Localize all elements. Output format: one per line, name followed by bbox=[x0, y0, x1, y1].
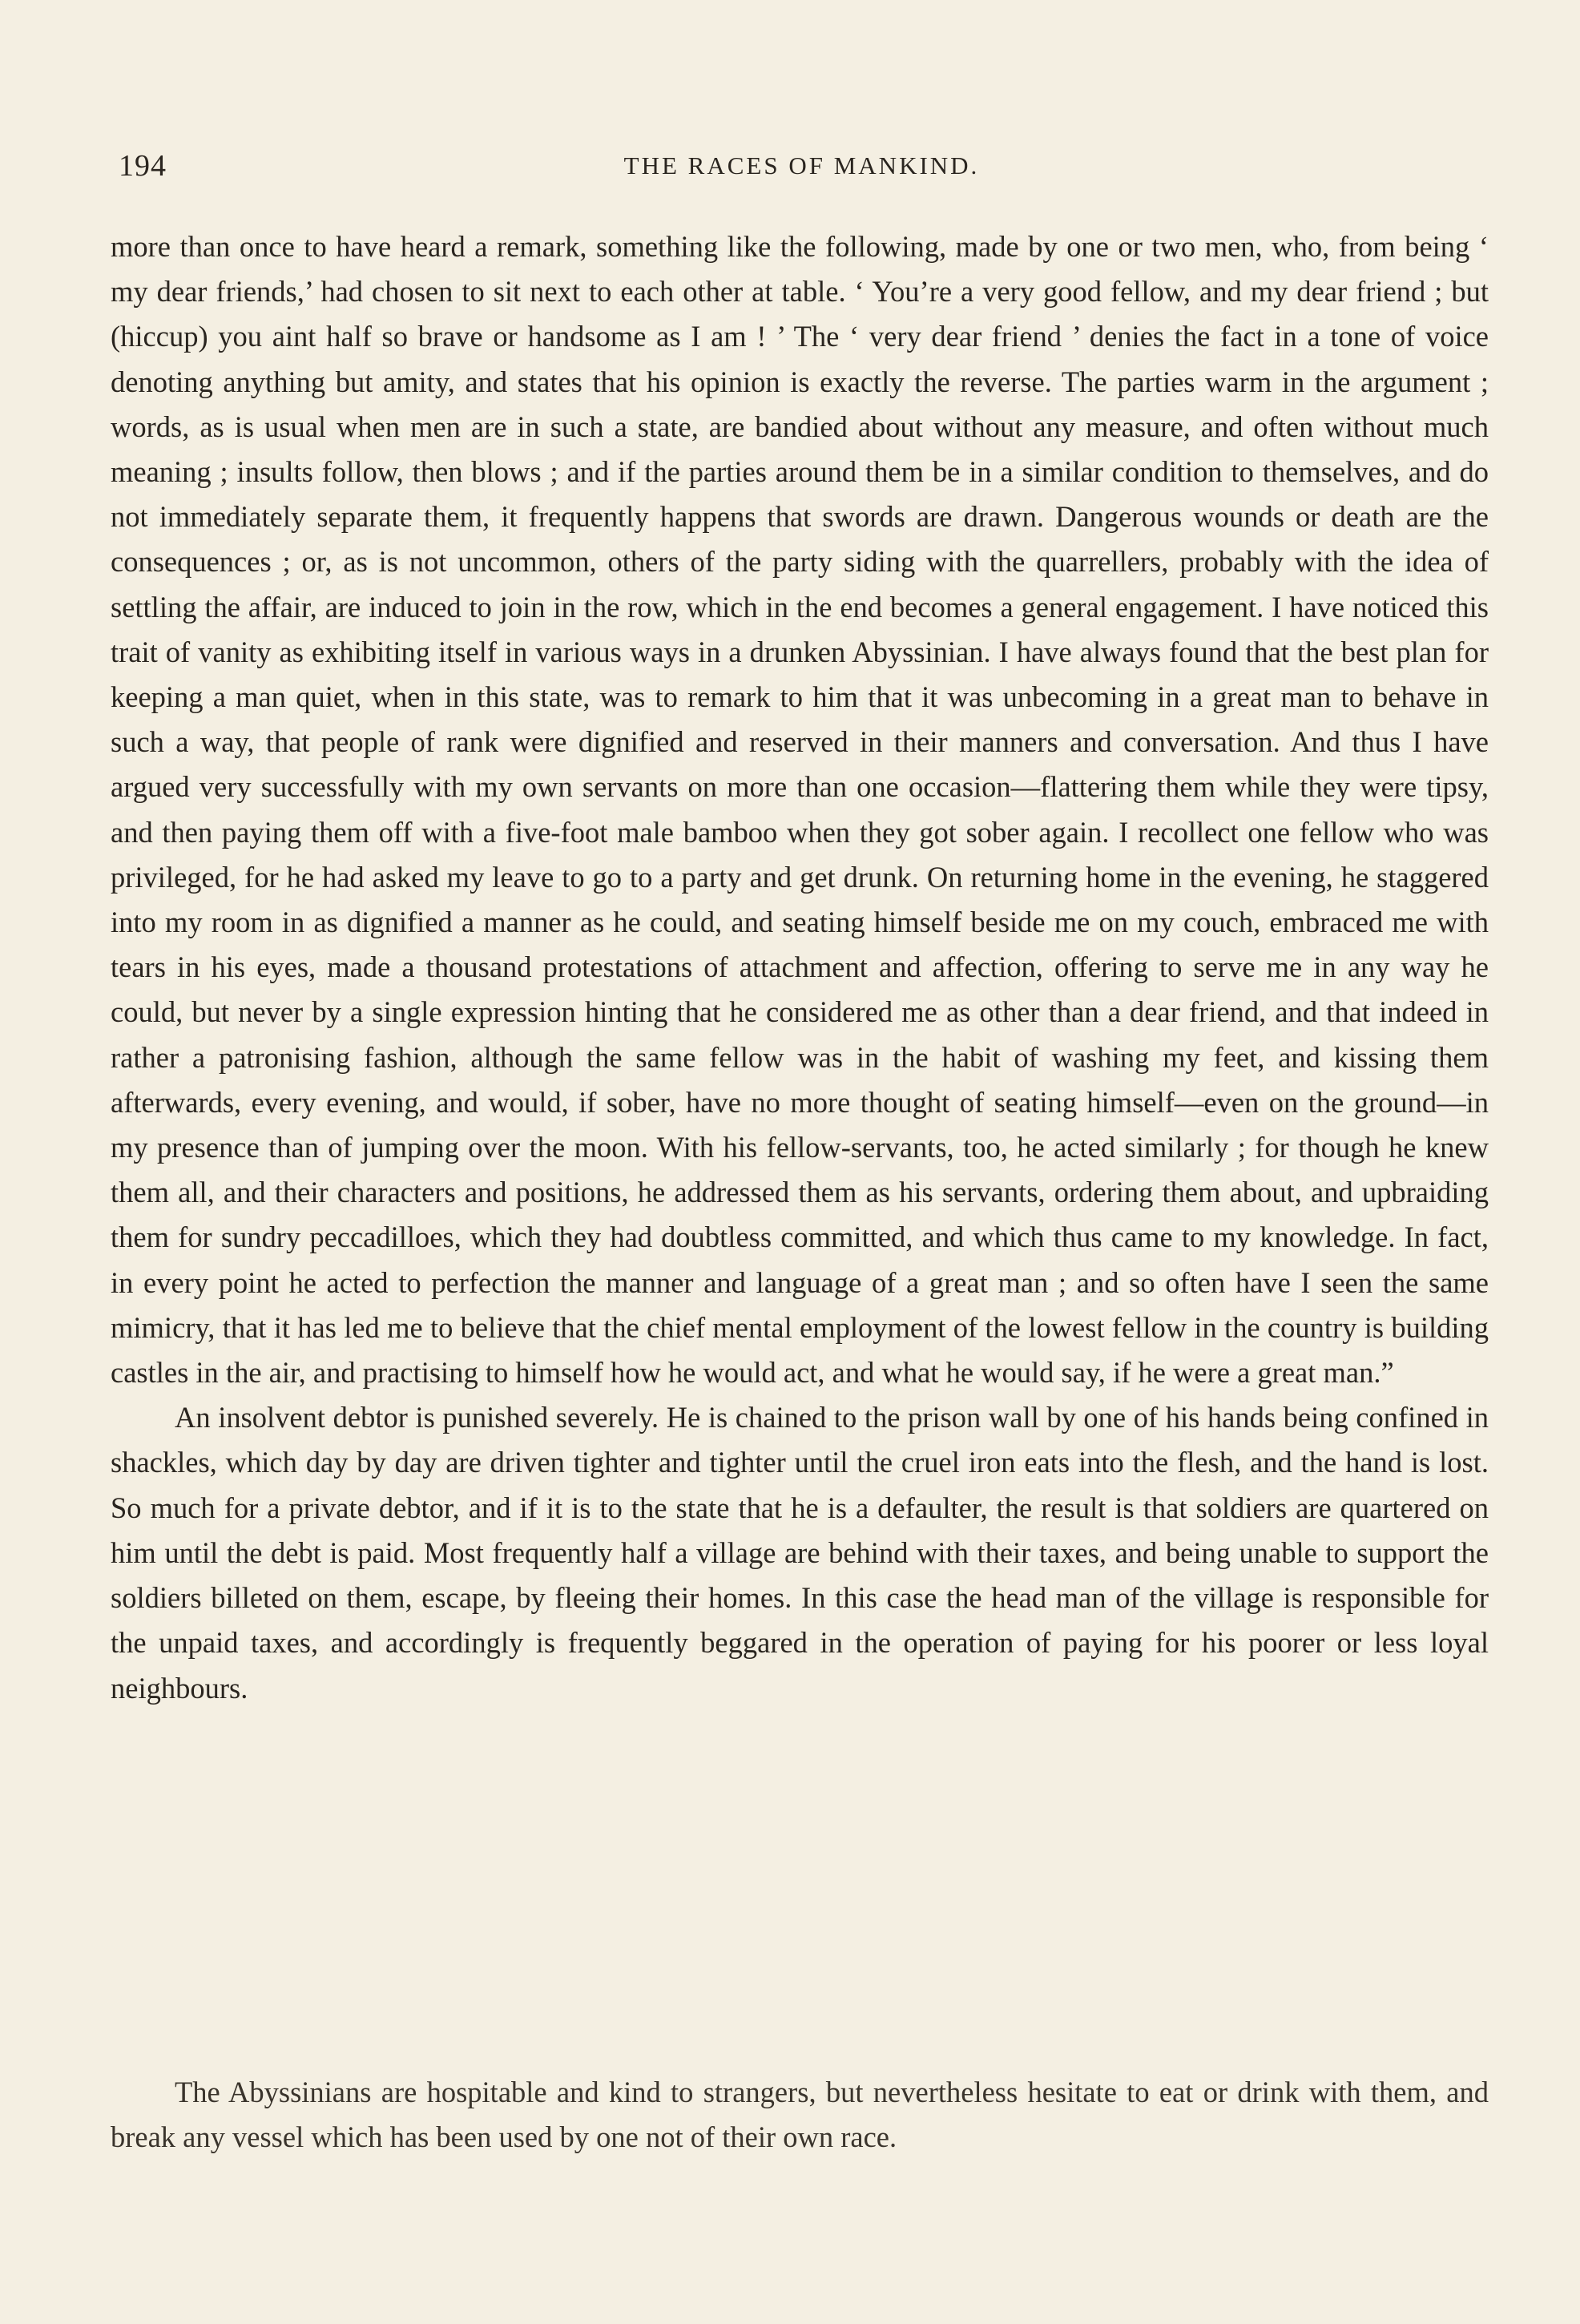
main-text bbox=[111, 224, 1489, 1711]
page-header bbox=[119, 148, 1485, 188]
running-title: THE RACES OF MANKIND. bbox=[623, 151, 980, 180]
paragraph-hospitality: The Abyssinians are hospitable and kind to strangers, but nevertheless hesitate to eat or drink with them, and break any vessel which has been used by one not of their own race. bbox=[111, 2076, 1489, 2154]
page-number: 194 bbox=[119, 149, 167, 183]
closing-text bbox=[111, 2070, 1489, 2160]
paragraph-insolvent-debtor: An insolvent debtor is punished severely. He is chained to the prison wall by one of his hands being confined in shackles, which day by day are driven tighter and tighter until the cruel iron eats into the flesh, and the hand is lost. So much for a private debtor, and if it is to the state that he is a defaulter, the result is that soldiers are quartered on him until the debt is paid. Most frequently half a village are behind with their taxes, and being unable to support the soldiers billeted on them, escape, by fleeing their homes. In this case the head man of the village is responsible for the unpaid taxes, and accordingly is frequently beggared in the operation of paying for his poorer or less loyal neighbours. bbox=[111, 1401, 1489, 1705]
paragraph-continued: more than once to have heard a remark, something like the following, made by one or two men, who, from being ‘ my dear friends,’ had chosen to sit next to each other at table. ‘ You’re a very good fellow, and my dear friend ; but (hiccup) you aint half so brave or handsome as I am ! ’ The ‘ very dear friend ’ denies the fact in a tone of voice denoting anything but amity, and states that his opinion is exactly the reverse. The parties warm in the argument ; words, as is usual when men are in such a state, are bandied about without any measure, and often without much meaning ; insults follow, then blows ; and if the parties around them be in a similar condition to themselves, and do not immediately separate them, it frequently happens that swords are drawn. Dangerous wounds or death are the consequences ; or, as is not uncommon, others of the party siding with the quarrellers, probably with the idea of settling the affair, are induced to join in the row, which in the end becomes a general engagement. I have noticed this trait of vanity as exhibiting itself in various ways in a drunken Abyssinian. I have always found that the best plan for keeping a man quiet, when in this state, was to remark to him that it was unbecoming in a great man to behave in such a way, that people of rank were dignified and reserved in their manners and conversation. And thus I have argued very successfully with my own servants on more than one occasion—flattering them while they were tipsy, and then paying them off with a five-foot male bamboo when they got sober again. I recollect one fellow who was privileged, for he had asked my leave to go to a party and get drunk. On returning home in the evening, he staggered into my room in as dignified a manner as he could, and seating himself beside me on my couch, embraced me with tears in his eyes, made a thousand protestations of attachment and affection, offering to serve me in any way he could, but never by a single expression hinting that he considered me as other than a dear friend, and that indeed in rather a patronising fashion, although the same fellow was in the habit of washing my feet, and kissing them afterwards, every evening, and would, if sober, have no more thought of seating himself—even on the ground—in my presence than of jumping over the moon. With his fellow-servants, too, he acted similarly ; for though he knew them all, and their characters and positions, he addressed them as his servants, ordering them about, and upbraiding them for sundry peccadilloes, which they had doubtless committed, and which thus came to my knowledge. In fact, in every point he acted to perfection the manner and language of a great man ; and so often have I seen the same mimicry, that it has led me to believe that the chief mental employment of the lowest fellow in the country is building castles in the air, and practising to himself how he would act, and what he would say, if he were a great man.” bbox=[111, 230, 1489, 1390]
